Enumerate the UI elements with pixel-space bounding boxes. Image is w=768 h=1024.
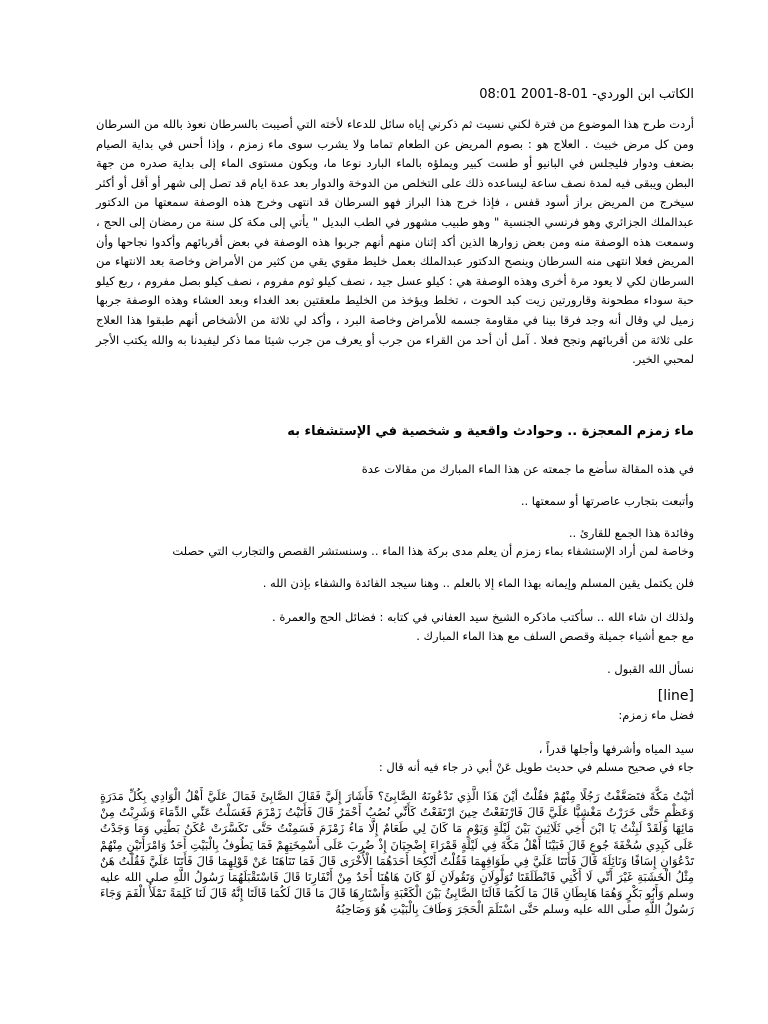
paragraph-3: وفائدة هذا الجمع للقارئ .. وخاصة لمن أراد الإستشفاء بماء زمزم أن يعلم مدى بركة هذا الماء .. وسنستشر القصص والتجارب التي حصلت	[172, 526, 694, 558]
paragraph-6: نسأل الله القبول .	[607, 662, 694, 676]
post-header: الكاتب ابن الوردي- 01-8-2001 08:01	[479, 87, 694, 102]
paragraph-4: فلن يكتمل يقين المسلم وإيمانه بهذا الماء إلا بالعلم .. وهنا سيجد الفائدة والشفاء بإذن الله .	[262, 576, 694, 590]
intro-paragraph: أردت طرح هذا الموضوع من فترة لكني نسيت ثم ذكرني إياه سائل للدعاء لأخته التي أصيبت بالسرطان نعوذ بالله من السرطان ومن كل مرض خبيث . العلاج هو : بصوم المريض عن الطعام تماما ولا يشرب سوى ماء زمزم ، وإذا أحس في بداية الصيام بضعف ودوار فليجلس في البانيو أو طست كبير ويملؤه بالماء البارد نوعا ما، ويكون مستوى الماء إلى بداية صدره من جهة البطن ويبقى فيه لمدة نصف ساعة ليساعده ذلك على التخلص من الدوخة والدوار بعد عدة ايام قد تصل إلى شهر أو أقل أو أكثر سيخرج من المريض براز أسود قفس ، فإذا خرج هذا البراز فهو السرطان قد انتهى وخرج هذه الوصفة سمعتها من الدكتور عبدالملك الجزائري وهو فرنسي الجنسية " وهو طبيب مشهور في الطب البديل " يأتي إلى مكة كل سنة من رمضان إلى الحج ، وسمعت هذه الوصفة منه ومن بعض زوارها الذين أكد إثنان منهم أنهم جربوا هذه الوصفة في بعض أقربائهم وأكدوا نجاحها وأن المريض فعلا انتهى منه السرطان وينصح الدكتور عبدالملك بعمل خليط مقوي يقي من كثير من الأمراض وخاصة بعد الانتهاء من السرطان لكي لا يعود مرة أخرى وهذه الوصفة هي : كيلو عسل جيد ، نصف كيلو ثوم مفروم ، نصف كيلو بصل مفروم ، ربع كيلو حبة سوداء مطحونة وقارورتين زيت كبد الحوت ، تخلط ويؤخذ من الخليط ملعقتين بعد الغداء وبعد العشاء وهذه الوصفة جربها زميل لي وقال أنه وجد فرقا بينا في مقاومة جسمه للأمراض وخاصة البرد ، وأكد لي ثلاثة من الأشخاص أنهم طبقوا هذا العلاج على ثلاثة من أقربائهم ونجح فعلا . آمل أن أحد من القراء من جرب أو يعرف من جرب شيئا مما ذكر ليفيدنا به والله يكتب الأجر لمحبي الخير.	[96, 117, 694, 367]
paragraph-5: ولذلك ان شاء الله .. سأكتب ماذكره الشيخ سيد العفاني في كتابه : فضائل الحج والعمرة . مع جمع أشياء جميلة وقصص السلف مع هذا الماء المبارك .	[272, 610, 694, 643]
paragraph-8: سيد المياه وأشرفها وأجلها قدراً ، جاء في صحيح مسلم في حديث طويل عَنْ أبي ذر جاء فيه أنه قال :	[378, 742, 694, 774]
hadith-text: أتَيْتُ مَكَّةَ فتَصَعَّفْتُ رَجُلًا مِنْهُمْ فقُلْتُ أيْنَ هَذَا الَّذِي تَدْعُونَهُ الصَّابِئَ؟ فَأَشَارَ إِلَيَّ فَقَالَ الصَّابِئَ فَمَالَ عَلَيَّ أَهْلُ الْوَادِي بِكُلِّ مَدَرَةٍ وَعَظْمٍ حَتَّى خَرَرْتُ مَغْشِيًّا عَلَيَّ قَالَ فَارْتَفَعْتُ حِينَ ارْتَفَعْتُ كَأَنِّي نُصُبٌ أَحْمَرُ قَالَ فَأَتَيْتُ زَمْزَمَ فَغَسَلْتُ عَنِّي الدِّمَاءَ وَشَرِبْتُ مِنْ مَائِهَا وَلَقَدْ لَبِثْتُ يَا ابْنَ أَخِي ثَلَاثِينَ بَيْنَ لَيْلَةٍ وَيَوْمٍ مَا كَانَ لِي طَعَامٌ إِلَّا مَاءُ زَمْزَمَ فَسَمِنْتُ حَتَّى تَكَسَّرَتْ عُكَنُ بَطْنِي وَمَا وَجَدْتُ عَلَى كَبِدِي سُخْفَةَ جُوعٍ قَالَ فَبَيْنَا أَهْلُ مَكَّةَ فِي لَيْلَةٍ قَمْرَاءَ إِضْحِيَانَ إِذْ ضُرِبَ عَلَى أَسْمِخَتِهِمْ فَمَا يَطُوفُ بِالْبَيْتِ أَحَدٌ وَامْرَأَتَيْنِ مِنْهُمْ تَدْعُوَانِ إِسَافًا وَنَائِلَةَ قَالَ فَأَتَتَا عَلَيَّ فِي طَوَافِهِمَا فَقُلْتُ أَنْكِحَا أَحَدَهُمَا الْأُخْرَى قَالَ فَمَا تَنَاهَتَا عَنْ قَوْلِهِمَا قَالَ فَأَتَتَا عَلَيَّ فَقُلْتُ هَنٌ مِثْلُ الْخَشَبَةِ غَيْرَ أَنِّي لَا أَكْنِي فَانْطَلَقَتَا تُوَلْوِلَانِ وَتَقُولَانِ لَوْ كَانَ هَاهُنَا أَحَدٌ مِنْ أَنْفَارِنَا قَالَ فَاسْتَقْبَلَهُمَا رَسُولُ اللَّهِ صلى الله عليه وسلم وَأَبُو بَكْرٍ وَهُمَا هَابِطَانِ قَالَ مَا لَكُمَا قَالَتَا الصَّابِئُ بَيْنَ الْكَعْبَةِ وَأَسْتَارِهَا قَالَ مَا قَالَ لَكُمَا قَالَتَا إِنَّهُ قَالَ لَنَا كَلِمَةً تَمْلَأُ الْفَمَ وَجَاءَ رَسُولُ اللَّهِ صلى الله عليه وسلم حَتَّى اسْتَلَمَ الْحَجَرَ وَطَافَ بِالْبَيْتِ هُوَ وَصَاحِبُهُ	[100, 789, 694, 917]
paragraph-2: وأتبعت بتجارب عاصرتها أو سمعتها ..	[520, 494, 694, 508]
paragraph-1: في هذه المقالة سأضع ما جمعته عن هذا الماء المبارك من مقالات عدة	[361, 462, 694, 476]
subheading-zamzam-virtue: فضل ماء زمزم:	[618, 708, 694, 722]
line-marker: [line]	[657, 688, 694, 704]
section-title: ماء زمزم المعجزة .. وحوادث واقعية و شخصية في الإستشفاء به	[287, 424, 694, 439]
